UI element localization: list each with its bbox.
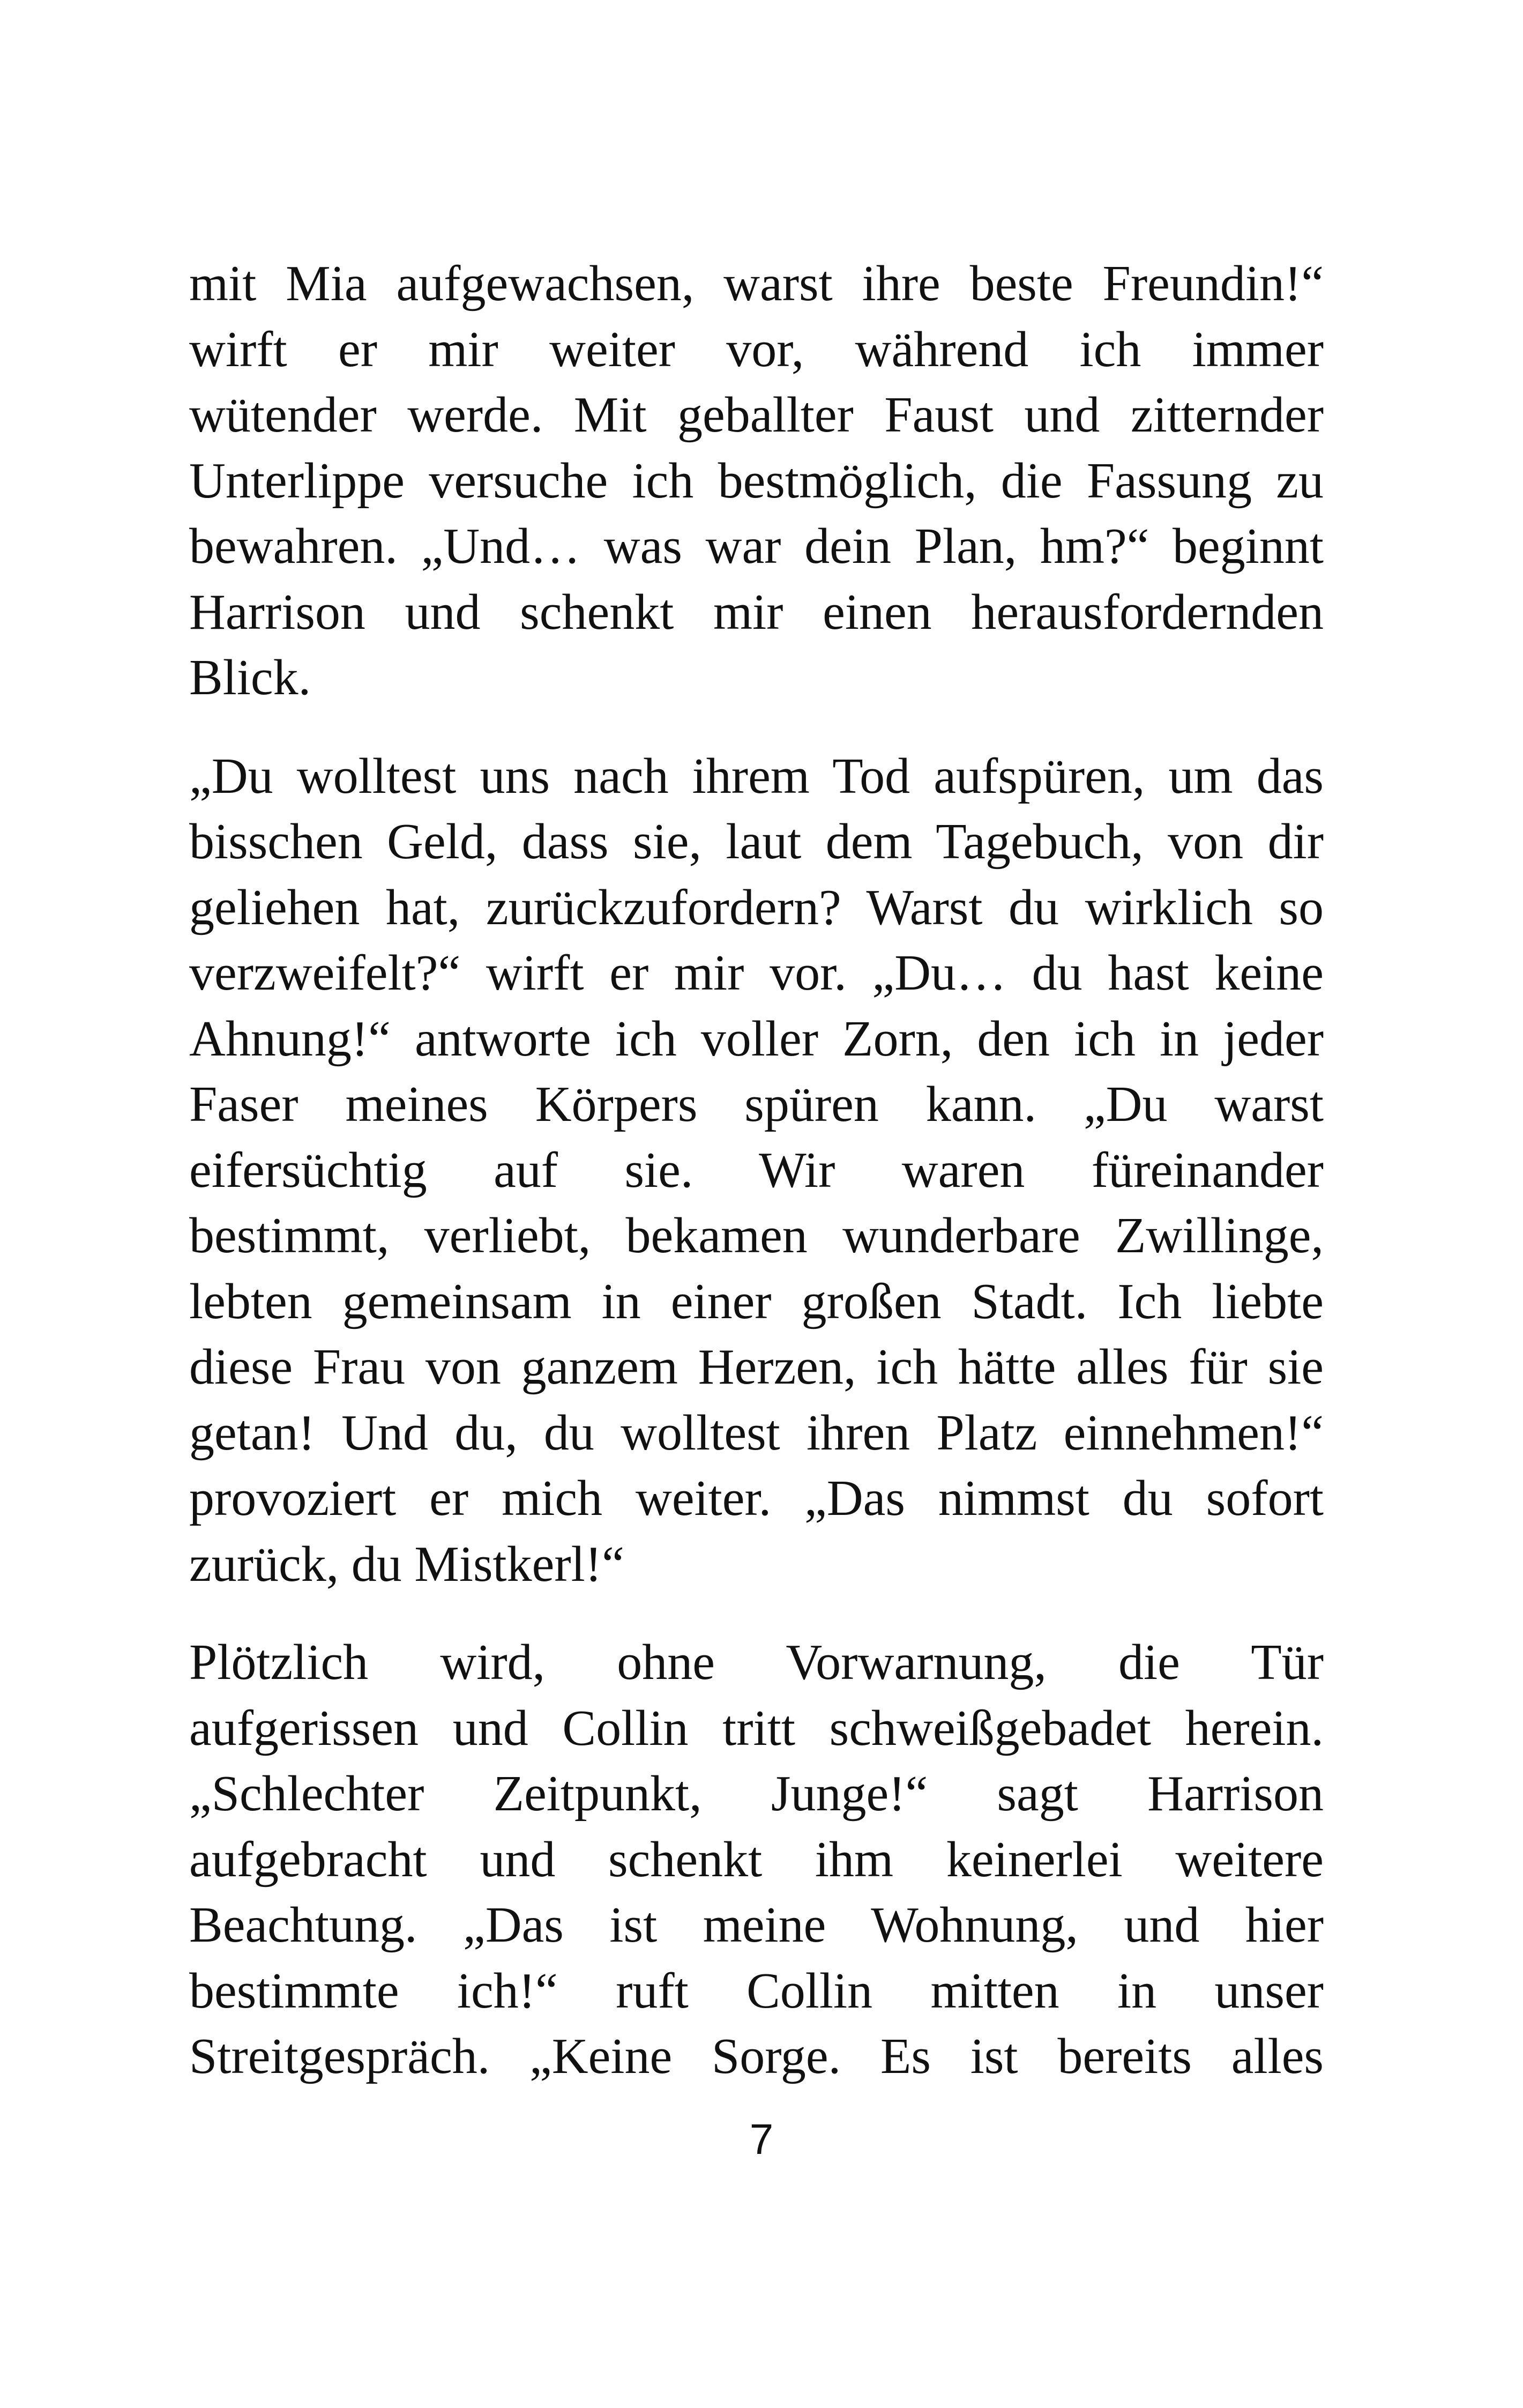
text-line: bewahren. „Und… was war dein Plan, hm?“ beginnt xyxy=(189,518,1324,574)
text-line: Plötzlich wird, ohne Vorwarnung, die Tür xyxy=(189,1634,1324,1690)
paragraph-3 xyxy=(189,1630,1324,2090)
text-line: Ahnung!“ antworte ich voller Zorn, den ich in jeder xyxy=(189,1010,1324,1067)
text-line: verzweifelt?“ wirft er mir vor. „Du… du hast keine xyxy=(189,945,1324,1001)
text-line: mit Mia aufgewachsen, warst ihre beste Freundin!“ xyxy=(189,256,1324,311)
text-line: provoziert er mich weiter. „Das nimmst du sofort xyxy=(189,1470,1324,1526)
text-line: Beachtung. „Das ist meine Wohnung, und hier xyxy=(189,1897,1324,1953)
text-line: Streitgespräch. „Keine Sorge. Es ist bereits alles xyxy=(189,2028,1324,2084)
text-line: aufgebracht und schenkt ihm keinerlei weitere xyxy=(189,1831,1324,1887)
text-line: bisschen Geld, dass sie, laut dem Tagebuch, von dir xyxy=(189,814,1324,869)
text-line: aufgerissen und Collin tritt schweißgebadet herein. xyxy=(189,1700,1324,1756)
text-line: Unterlippe versuche ich bestmöglich, die Fassung zu xyxy=(189,452,1324,509)
text-line: „Du wolltest uns nach ihrem Tod aufspüren, um das xyxy=(189,748,1324,804)
text-line: wirft er mir weiter vor, während ich immer xyxy=(189,321,1324,377)
text-line: diese Frau von ganzem Herzen, ich hätte alles für sie xyxy=(189,1339,1324,1395)
page-number: 7 xyxy=(749,2115,774,2163)
text-line: Blick. xyxy=(189,650,311,705)
paragraph-2 xyxy=(189,744,1324,1597)
text-line: geliehen hat, zurückzufordern? Warst du wirklich so xyxy=(189,879,1324,935)
text-line: wütender werde. Mit geballter Faust und zitternder xyxy=(189,387,1324,443)
text-line: lebten gemeinsam in einer großen Stadt. Ich liebte xyxy=(189,1273,1324,1329)
text-line: bestimmte ich!“ ruft Collin mitten in unser xyxy=(189,1963,1324,2019)
text-line: „Schlechter Zeitpunkt, Junge!“ sagt Harrison xyxy=(189,1766,1324,1822)
text-line: Faser meines Körpers spüren kann. „Du warst xyxy=(189,1076,1324,1132)
text-line: Harrison und schenkt mir einen herausfordernden xyxy=(189,584,1324,640)
body-text xyxy=(189,251,1324,2122)
text-line: eifersüchtig auf sie. Wir waren füreinander xyxy=(189,1142,1324,1198)
paragraph-1 xyxy=(189,251,1324,711)
text-line: getan! Und du, du wolltest ihren Platz einnehmen!“ xyxy=(189,1404,1324,1461)
text-line: bestimmt, verliebt, bekamen wunderbare Zwillinge, xyxy=(189,1208,1324,1264)
text-line: zurück, du Mistkerl!“ xyxy=(189,1536,624,1592)
